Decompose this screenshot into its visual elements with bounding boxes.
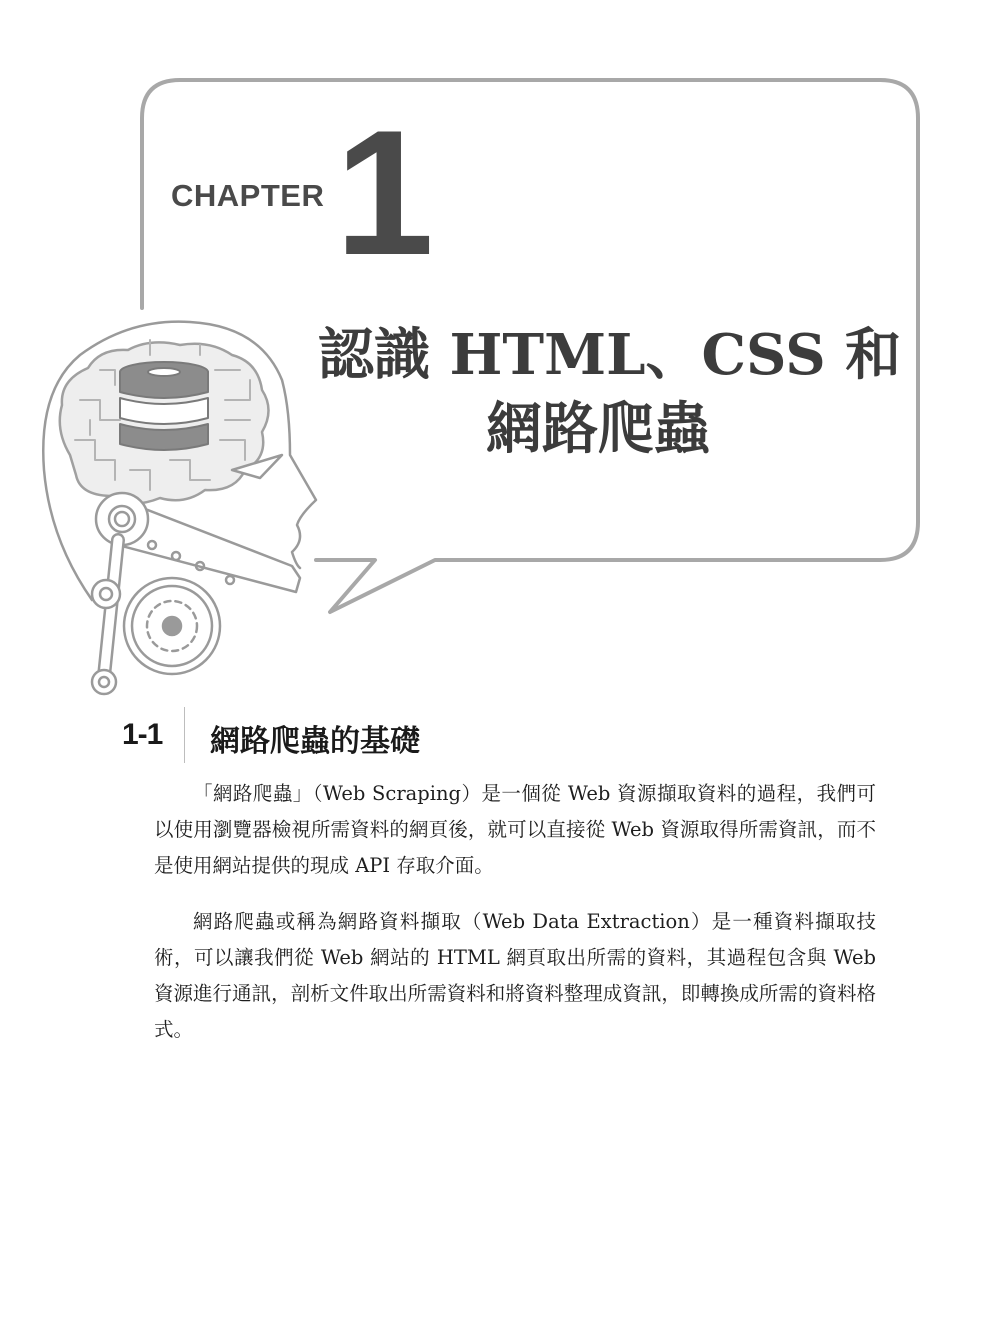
chapter-label: CHAPTER bbox=[171, 178, 325, 213]
section-title: 網路爬蟲的基礎 bbox=[210, 724, 420, 759]
chapter-title-line-1: 認識 HTML、CSS 和 bbox=[318, 322, 902, 388]
body-paragraph: 網路爬蟲或稱為網路資料擷取（Web Data Extraction）是一種資料擷取技術，可以讓我們從 Web 網站的 HTML 網頁取出所需的資料，其過程包含與 Web 資源進行通訊，剖析文件取出所需資料和將資料整理成資訊，即轉換成所需的資料格式。 bbox=[154, 910, 876, 1041]
section-number: 1-1 bbox=[122, 718, 163, 751]
chapter-title-line-2: 網路爬蟲 bbox=[486, 396, 710, 462]
robot-head-illustration bbox=[43, 322, 316, 694]
chapter-title bbox=[318, 318, 902, 466]
body-paragraph: 「網路爬蟲」（Web Scraping）是一個從 Web 資源擷取資料的過程，我們可以使用瀏覽器檢視所需資料的網頁後，就可以直接從 Web 資源取得所需資訊，而不是使用網站提供的現成 API 存取介面。 bbox=[154, 782, 876, 877]
chapter-number: 1 bbox=[335, 93, 434, 292]
database-icon bbox=[120, 362, 208, 450]
section-divider bbox=[184, 707, 185, 763]
gear-icon bbox=[124, 578, 220, 674]
